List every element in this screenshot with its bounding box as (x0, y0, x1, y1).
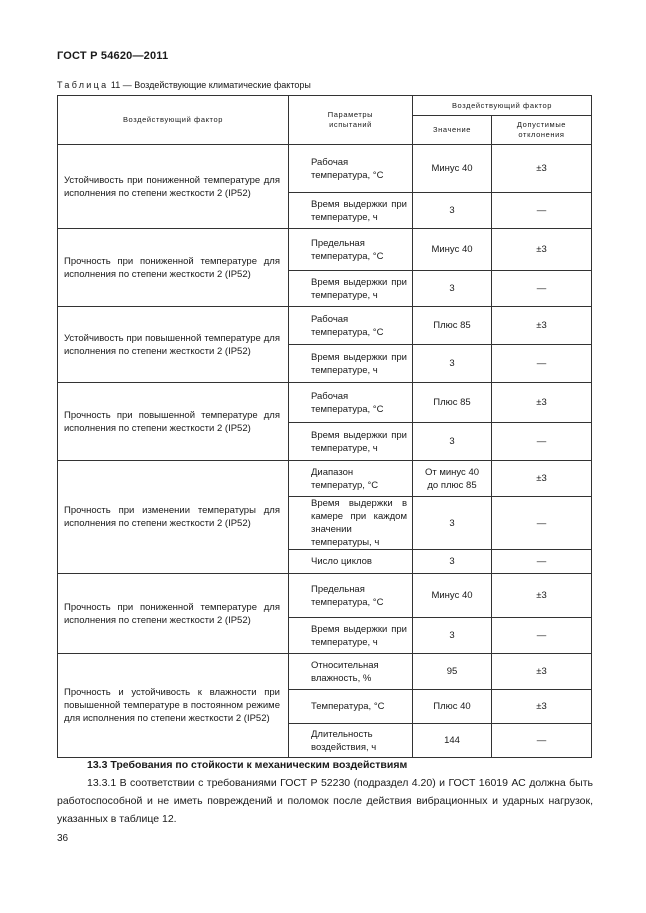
param-cell: Рабочая температура, °С (289, 383, 413, 423)
value-cell: Плюс 85 (413, 383, 492, 423)
deviation-cell: — (492, 193, 592, 229)
param-cell: Предельная температура, °С (289, 229, 413, 271)
param-cell: Время выдержки при температуре, ч (289, 345, 413, 383)
factor-cell (58, 307, 289, 383)
table-caption-title: 11 — Воздействующие климатические факторы (108, 80, 311, 90)
section-heading: 13.3 Требования по стойкости к механическим воздействиям (87, 759, 408, 771)
param-cell: Время выдержки при температуре, ч (289, 271, 413, 307)
value-cell: Минус 40 (413, 229, 492, 271)
climatic-factors-table (57, 95, 592, 758)
factor-cell (58, 461, 289, 574)
factor-cell (58, 145, 289, 229)
table-row (58, 229, 592, 271)
param-cell: Рабочая температура, °С (289, 145, 413, 193)
factor-text: Прочность при повышенной температуре для исполнения по степени жесткости 2 (IP52) (64, 409, 280, 434)
param-cell: Время выдержки в камере при каждом значении температуры, ч (289, 497, 413, 550)
value-cell: От минус 40 до плюс 85 (413, 461, 492, 497)
factor-cell (58, 574, 289, 654)
param-cell: Длительность воздействия, ч (289, 724, 413, 758)
table-row (58, 307, 592, 345)
value-cell: Плюс 85 (413, 307, 492, 345)
param-cell: Время выдержки при температуре, ч (289, 423, 413, 461)
param-cell: Диапазон температур, °С (289, 461, 413, 497)
deviation-cell: ±3 (492, 229, 592, 271)
value-cell: 144 (413, 724, 492, 758)
section-paragraph (57, 774, 593, 828)
value-cell: 3 (413, 497, 492, 550)
table-body (58, 145, 592, 758)
deviation-cell: ±3 (492, 574, 592, 618)
deviation-cell: ±3 (492, 145, 592, 193)
factor-text: Устойчивость при повышенной температуре для исполнения по степени жесткости 2 (IP52) (64, 332, 280, 357)
value-cell: Минус 40 (413, 145, 492, 193)
param-cell: Время выдержки при температуре, ч (289, 618, 413, 654)
value-cell: 3 (413, 618, 492, 654)
value-cell: Плюс 40 (413, 690, 492, 724)
deviation-cell: ±3 (492, 461, 592, 497)
deviation-cell: — (492, 497, 592, 550)
section-paragraph-text: 13.3.1 В соответствии с требованиями ГОСТ Р 52230 (подраздел 4.20) и ГОСТ 16019 АС должна быть работоспособной и не иметь повреждений и поломок после действия вибрационных и ударных нагрузок, указанных в таблице 12. (57, 777, 593, 825)
param-cell: Относительная влажность, % (289, 654, 413, 690)
deviation-cell: ±3 (492, 654, 592, 690)
factor-text: Прочность и устойчивость к влажности при повышенной температуре в постоянном режиме для исполнения по степени жесткости 2 (IP52) (64, 687, 280, 724)
param-cell: Время выдержки при температуре, ч (289, 193, 413, 229)
header-deviation: Допустимые отклонения (492, 116, 592, 145)
deviation-cell: — (492, 724, 592, 758)
param-cell: Температура, °С (289, 690, 413, 724)
table-caption-word: Таблица (57, 80, 109, 90)
value-cell: 3 (413, 423, 492, 461)
table-row (58, 461, 592, 497)
factor-cell (58, 654, 289, 758)
deviation-cell: — (492, 550, 592, 574)
param-cell: Рабочая температура, °С (289, 307, 413, 345)
deviation-cell: — (492, 345, 592, 383)
table-row (58, 654, 592, 690)
deviation-cell: — (492, 423, 592, 461)
header-impact: Воздействующий фактор (413, 96, 592, 116)
value-cell: Минус 40 (413, 574, 492, 618)
value-cell: 3 (413, 345, 492, 383)
value-cell: 3 (413, 550, 492, 574)
deviation-cell: — (492, 618, 592, 654)
value-cell: 3 (413, 193, 492, 229)
deviation-cell: ±3 (492, 383, 592, 423)
deviation-cell: — (492, 271, 592, 307)
factor-text: Устойчивость при пониженной температуре для исполнения по степени жесткости 2 (IP52) (64, 174, 280, 199)
factor-text: Прочность при пониженной температуре для исполнения по степени жесткости 2 (IP52) (64, 601, 280, 626)
page-number: 36 (57, 833, 69, 844)
header-value: Значение (413, 116, 492, 145)
value-cell: 3 (413, 271, 492, 307)
factor-cell (58, 229, 289, 307)
header-params: Параметры испытаний (289, 96, 413, 145)
table-row (58, 574, 592, 618)
param-cell: Предельная температура, °С (289, 574, 413, 618)
factor-text: Прочность при изменении температуры для исполнения по степени жесткости 2 (IP52) (64, 505, 280, 529)
factor-text: Прочность при пониженной температуре для исполнения по степени жесткости 2 (IP52) (64, 255, 280, 280)
param-cell: Число циклов (289, 550, 413, 574)
header-factor: Воздействующий фактор (58, 96, 289, 145)
table-row (58, 145, 592, 193)
document-code: ГОСТ Р 54620—2011 (57, 50, 169, 62)
factor-cell (58, 383, 289, 461)
value-cell: 95 (413, 654, 492, 690)
table-row (58, 383, 592, 423)
table-caption (57, 80, 311, 90)
deviation-cell: ±3 (492, 307, 592, 345)
deviation-cell: ±3 (492, 690, 592, 724)
